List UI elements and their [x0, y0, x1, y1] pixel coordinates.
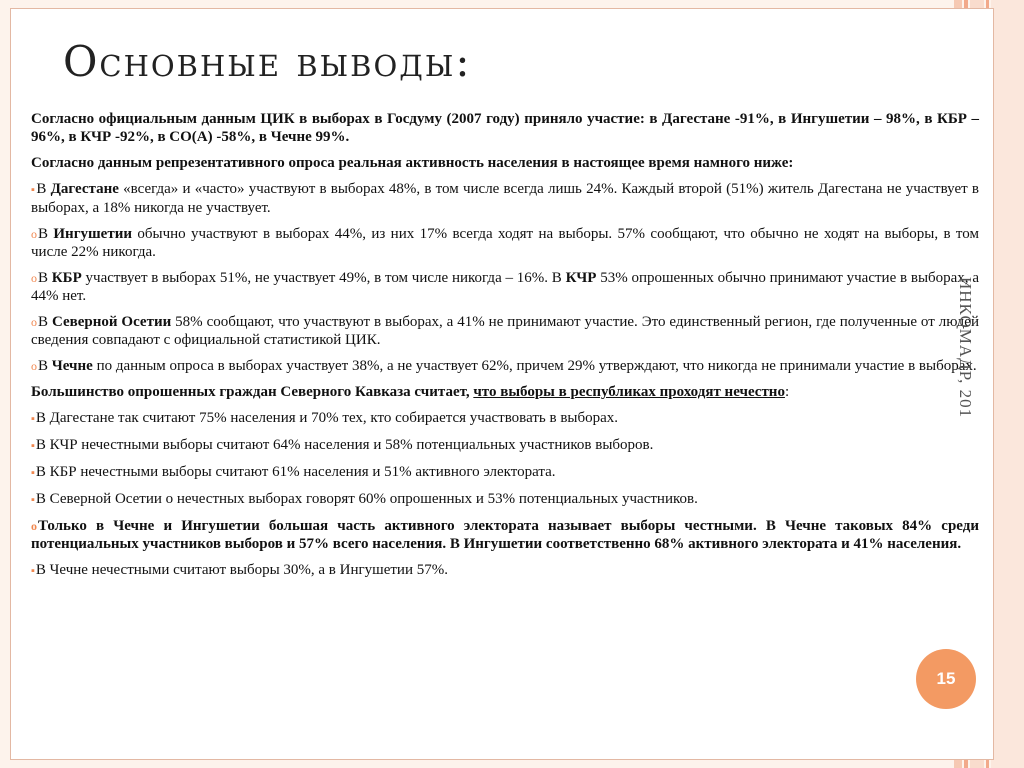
ring-bullet-icon: o — [31, 519, 37, 533]
slide-title: Основные выводы: — [63, 37, 472, 86]
paragraph-ingushetia — [31, 225, 979, 261]
paragraph-unfair-percent — [31, 561, 979, 580]
vertical-side-text: ИНКОМАДР, 201 — [956, 277, 975, 419]
region-name: КЧР — [565, 270, 597, 286]
paragraph-kbr-fairness — [31, 463, 979, 482]
ring-bullet-icon: o — [31, 359, 37, 373]
text: В Северной Осетии о нечестных выборах говорят 60% опрошенных и 53% потенциальных участников. — [35, 491, 698, 507]
paragraph-survey-intro: Согласно данным репрезентативного опроса реальная активность населения в настоящее время намного ниже: — [31, 155, 794, 171]
paragraph-ossetia-fairness — [31, 490, 979, 509]
page-number: 15 — [936, 669, 956, 688]
paragraph-chechnya — [31, 357, 979, 375]
region-name: Дагестане — [50, 181, 119, 197]
region-name: Северной Осетии — [51, 314, 172, 330]
slide — [10, 8, 994, 760]
text: В — [38, 226, 54, 242]
ring-bullet-icon: o — [31, 315, 37, 329]
text: В КБР нечестными выборы считают 61% населения и 51% активного электората. — [35, 464, 556, 480]
text: участвует в выборах 51%, не участвует 49%, в том числе никогда – 16%. В — [81, 270, 566, 286]
paragraph-dagestan-fairness — [31, 409, 979, 428]
bullet-icon: ▪ — [31, 494, 35, 506]
text: В Чечне нечестными считают выборы 30%, а в Ингушетии 57%. — [35, 562, 448, 578]
text: В Дагестане так считают 75% населения и 70% тех, кто собирается участвовать в выборах. — [35, 410, 619, 426]
text: по данным опроса в выборах участвует 38%, а не участвует 62%, причем 29% утверждают, что никогда не принимали участие в выборах. — [92, 358, 977, 374]
text: обычно участвуют в выборах 44%, из них 17% всегда ходят на выборы. 57% сообщают, что обычно не ходят на выборы, в том числе 22% никогда. — [31, 226, 979, 260]
paragraph-kbr-kchr — [31, 269, 979, 305]
text: В — [36, 181, 51, 197]
text: Большинство опрошенных граждан Северного Кавказа считает, — [31, 384, 474, 400]
text: : — [784, 384, 790, 400]
paragraph-official-data: Согласно официальным данным ЦИК в выборах в Госдуму (2007 году) приняло участие: в Дагестане -91%, в Ингушетии – 98%, в КБР – 96%, в КЧР -92%, в СО(А) -58%, в Чечне 99%. — [31, 111, 979, 145]
text: 58% сообщают, что участвуют в выборах, а 41% не принимают участие. Это единственный регион, где полученные от людей сведения совпадают с официальной статистикой ЦИК. — [31, 314, 979, 348]
text: 53% опрошенных обычно принимают участие в выборах, а 44% нет. — [31, 270, 979, 304]
text: В КЧР нечестными выборы считают 64% населения и 58% потенциальных участников выборов. — [35, 437, 654, 453]
bullet-icon: ▪ — [31, 467, 35, 479]
text: «всегда» и «часто» участвуют в выборах 48%, в том числе всегда лишь 24%. Каждый второй (51%) житель Дагестана не участвует в выборах, а 18% никогда не участвует. — [31, 181, 979, 216]
paragraph-majority-opinion — [31, 383, 979, 401]
page-number-badge — [916, 649, 976, 709]
paragraph-kchr-fairness — [31, 436, 979, 455]
ring-bullet-icon: o — [31, 271, 37, 285]
slide-content — [31, 110, 979, 588]
bullet-icon: ▪ — [31, 440, 35, 452]
region-name: КБР — [51, 270, 82, 286]
underlined-text: что выборы в республиках проходят нечестно — [473, 384, 785, 400]
region-name: Чечне — [51, 358, 93, 374]
bullet-icon: ▪ — [31, 413, 35, 425]
paragraph-north-ossetia — [31, 313, 979, 349]
paragraph-chechnya-ingushetia-fair — [31, 517, 979, 553]
text: Только в Чечне и Ингушетии большая часть активного электората называет выборы честными. В Чечне таковых 84% среди потенциальных участников выборов и 57% всего населения. В Ингушетии соответственно 68% активного электората и 41% населения. — [31, 518, 979, 552]
text: В — [38, 270, 52, 286]
stripe — [991, 0, 1024, 768]
bullet-icon: ▪ — [31, 565, 35, 577]
ring-bullet-icon: o — [31, 227, 37, 241]
text: В — [38, 358, 52, 374]
region-name: Ингушетии — [53, 226, 132, 242]
text: В — [38, 314, 52, 330]
bullet-icon: ▪ — [31, 184, 36, 196]
paragraph-dagestan — [31, 180, 979, 217]
